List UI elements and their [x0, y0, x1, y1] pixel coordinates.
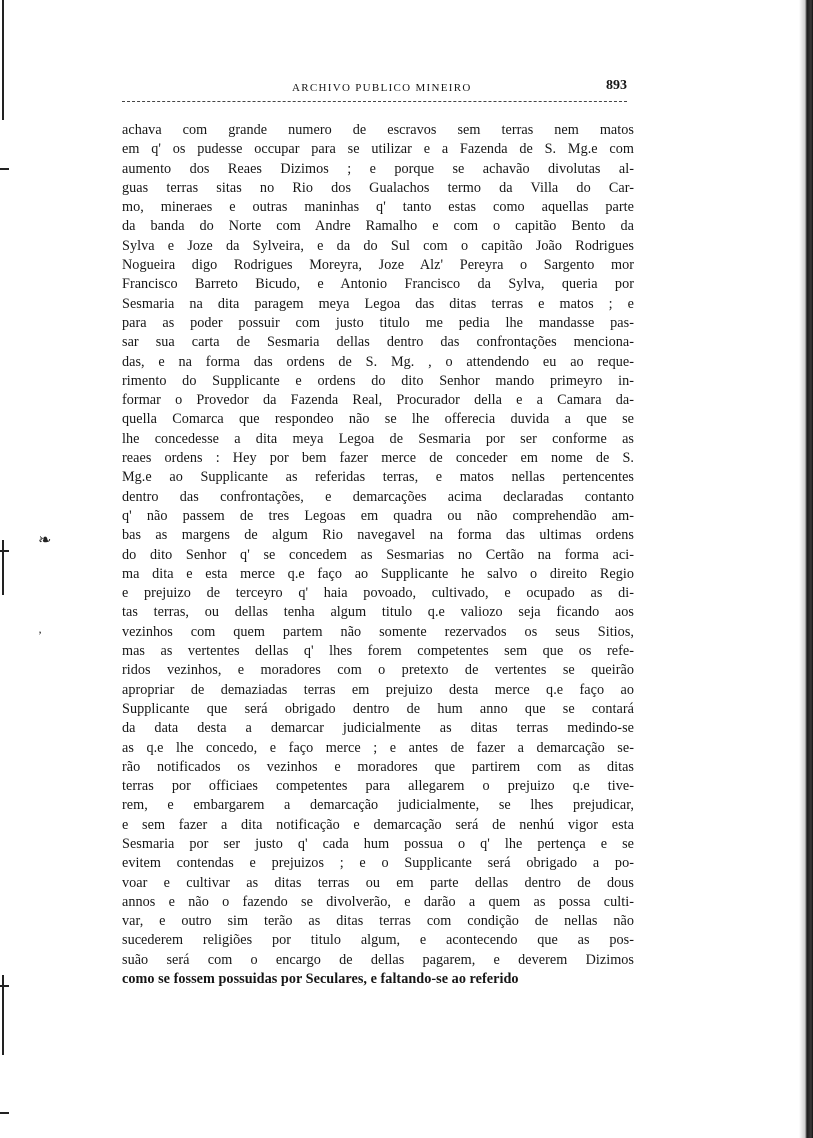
header-rule: [122, 101, 627, 102]
text-line: rimento do Supplicante e ordens do dito Senhor mando primeyro in-: [122, 372, 634, 389]
text-line: achava com grande numero de escravos sem terras nem matos: [122, 122, 634, 138]
text-line: as q.e lhe concedo, e faço merce ; e antes de fazer a demarcação se-: [122, 739, 634, 756]
page-number: 893: [606, 78, 627, 93]
text-line: da data desta a demarcar judicialmente as ditas terras medindo-se: [122, 720, 634, 737]
text-line: var, e outro sim terão as ditas terras com condição de nellas não: [122, 913, 634, 930]
text-line: annos e não o fazendo se divolverão, e darão a quem as possa culti-: [122, 893, 634, 910]
text-line: terras por officiaes competentes para allegarem o prejuizo q.e tive-: [122, 778, 634, 795]
binding-line: [2, 0, 4, 120]
text-line: e prejuizo de terceyro q' haia povoado, cultivado, e ocupado as di-: [122, 585, 634, 602]
binding-tick: [0, 1112, 9, 1114]
text-line: sar sua carta de Sesmaria dellas dentro das confrontações menciona-: [122, 334, 634, 351]
text-line: tas terras, ou dellas tenha algum titulo q.e valiozo seja ficando aos: [122, 604, 634, 621]
text-line: mas as vertentes dellas q' lhes forem competentes sem que os refe-: [122, 643, 634, 660]
running-title: ARCHIVO PUBLICO MINEIRO: [292, 82, 472, 94]
text-line: suão será com o encargo de dellas pagarem, e deverem Dizimos: [122, 951, 634, 968]
text-line: ridos vezinhos, e moradores com o pretexto de vertentes se queirão: [122, 662, 634, 679]
binding-tick: [0, 550, 9, 552]
text-line: guas terras sitas no Rio dos Gualachos termo da Villa do Car-: [122, 179, 634, 196]
text-line: e sem fazer a dita notificação e demarcação será de nenhú vigor esta: [122, 816, 634, 833]
text-line: vezinhos com quem partem não somente rezervados os seus Sitios,: [122, 623, 634, 640]
text-line: da banda do Norte com Andre Ramalho e com o capitão Bento da: [122, 218, 634, 235]
text-line: do dito Senhor q' se concedem as Sesmarias no Certão na forma aci-: [122, 546, 634, 563]
binding-line: [2, 975, 4, 1055]
text-line: sucederem religiões por titulo algum, e acontecendo que as pos-: [122, 932, 634, 949]
binding-tick: [0, 168, 9, 170]
text-line: formar o Provedor da Fazenda Real, Procurador della e a Camara da-: [122, 392, 634, 409]
text-line: como se fossem possuidas por Seculares, e faltando-se ao referido: [122, 971, 519, 988]
text-line: apropriar de demaziadas terras em prejuizo desta merce q.e faço ao: [122, 681, 634, 698]
text-line: mo, mineraes e outras maninhas q' tanto estas como aquellas parte: [122, 199, 634, 216]
text-line: dentro das confrontações, e demarcações acima declaradas contanto: [122, 488, 634, 505]
text-line: lhe concedesse a dita meya Legoa de Sesmaria por ser conforme as: [122, 430, 634, 447]
text-line: Francisco Barreto Bicudo, e Antonio Francisco da Sylva, queria por: [122, 276, 634, 293]
running-header: [122, 80, 627, 100]
text-line: Nogueira digo Rodrigues Moreyra, Joze Alz' Pereyra o Sargento mor: [122, 257, 634, 274]
text-line: rão notificados os vezinhos e moradores que partirem com as ditas: [122, 758, 634, 775]
text-line: das, e na forma das ordens de S. Mg. , o attendendo eu ao reque-: [122, 353, 634, 370]
text-line: aumento dos Reaes Dizimos ; e porque se achavão divolutas al-: [122, 160, 634, 177]
text-line: quella Comarca que respondeo não se lhe offerecia duvida a que se: [122, 411, 634, 428]
page-left-edge: [0, 0, 8, 1138]
text-line: evitem contendas e prejuizos ; e o Supplicante será obrigado a po-: [122, 855, 634, 872]
document-body: [122, 121, 634, 989]
ink-blot: ’: [38, 628, 42, 642]
text-line: reaes ordens : Hey por bem fazer merce de conceder em nome de S.: [122, 450, 634, 467]
text-line: Supplicante que será obrigado dentro de hum anno que se contará: [122, 700, 634, 717]
page-right-edge: [799, 0, 813, 1138]
text-line: Sesmaria por ser justo q' cada hum possua o q' lhe pertença e se: [122, 835, 634, 852]
text-line: em q' os pudesse occupar para se utilizar e a Fazenda de S. Mg.e com: [122, 141, 634, 158]
text-line: rem, e embargarem a demarcação judicialmente, se lhes prejudicar,: [122, 797, 634, 814]
text-line: voar e cultivar as ditas terras ou em parte dellas dentro de dous: [122, 874, 634, 891]
text-line: bas as margens de algum Rio navegavel na forma das ultimas ordens: [122, 527, 634, 544]
text-line: ma dita e esta merce q.e faço ao Supplicante he salvo o direito Regio: [122, 565, 634, 582]
text-line: Mg.e ao Supplicante as referidas terras, e matos nellas pertencentes: [122, 469, 634, 486]
binding-tick: [0, 985, 9, 987]
text-line: q' não passem de tres Legoas em quadra ou não comprehendão am-: [122, 507, 634, 524]
text-line: para as poder possuir com justo titulo me pedia lhe mandasse pas-: [122, 314, 634, 331]
text-line: Sylva e Joze da Sylveira, e da do Sul com o capitão João Rodrigues: [122, 237, 634, 254]
ink-blot: ❧: [38, 532, 52, 549]
binding-line: [2, 540, 4, 595]
text-line: Sesmaria na dita paragem meya Legoa das ditas terras e matos ; e: [122, 295, 634, 312]
